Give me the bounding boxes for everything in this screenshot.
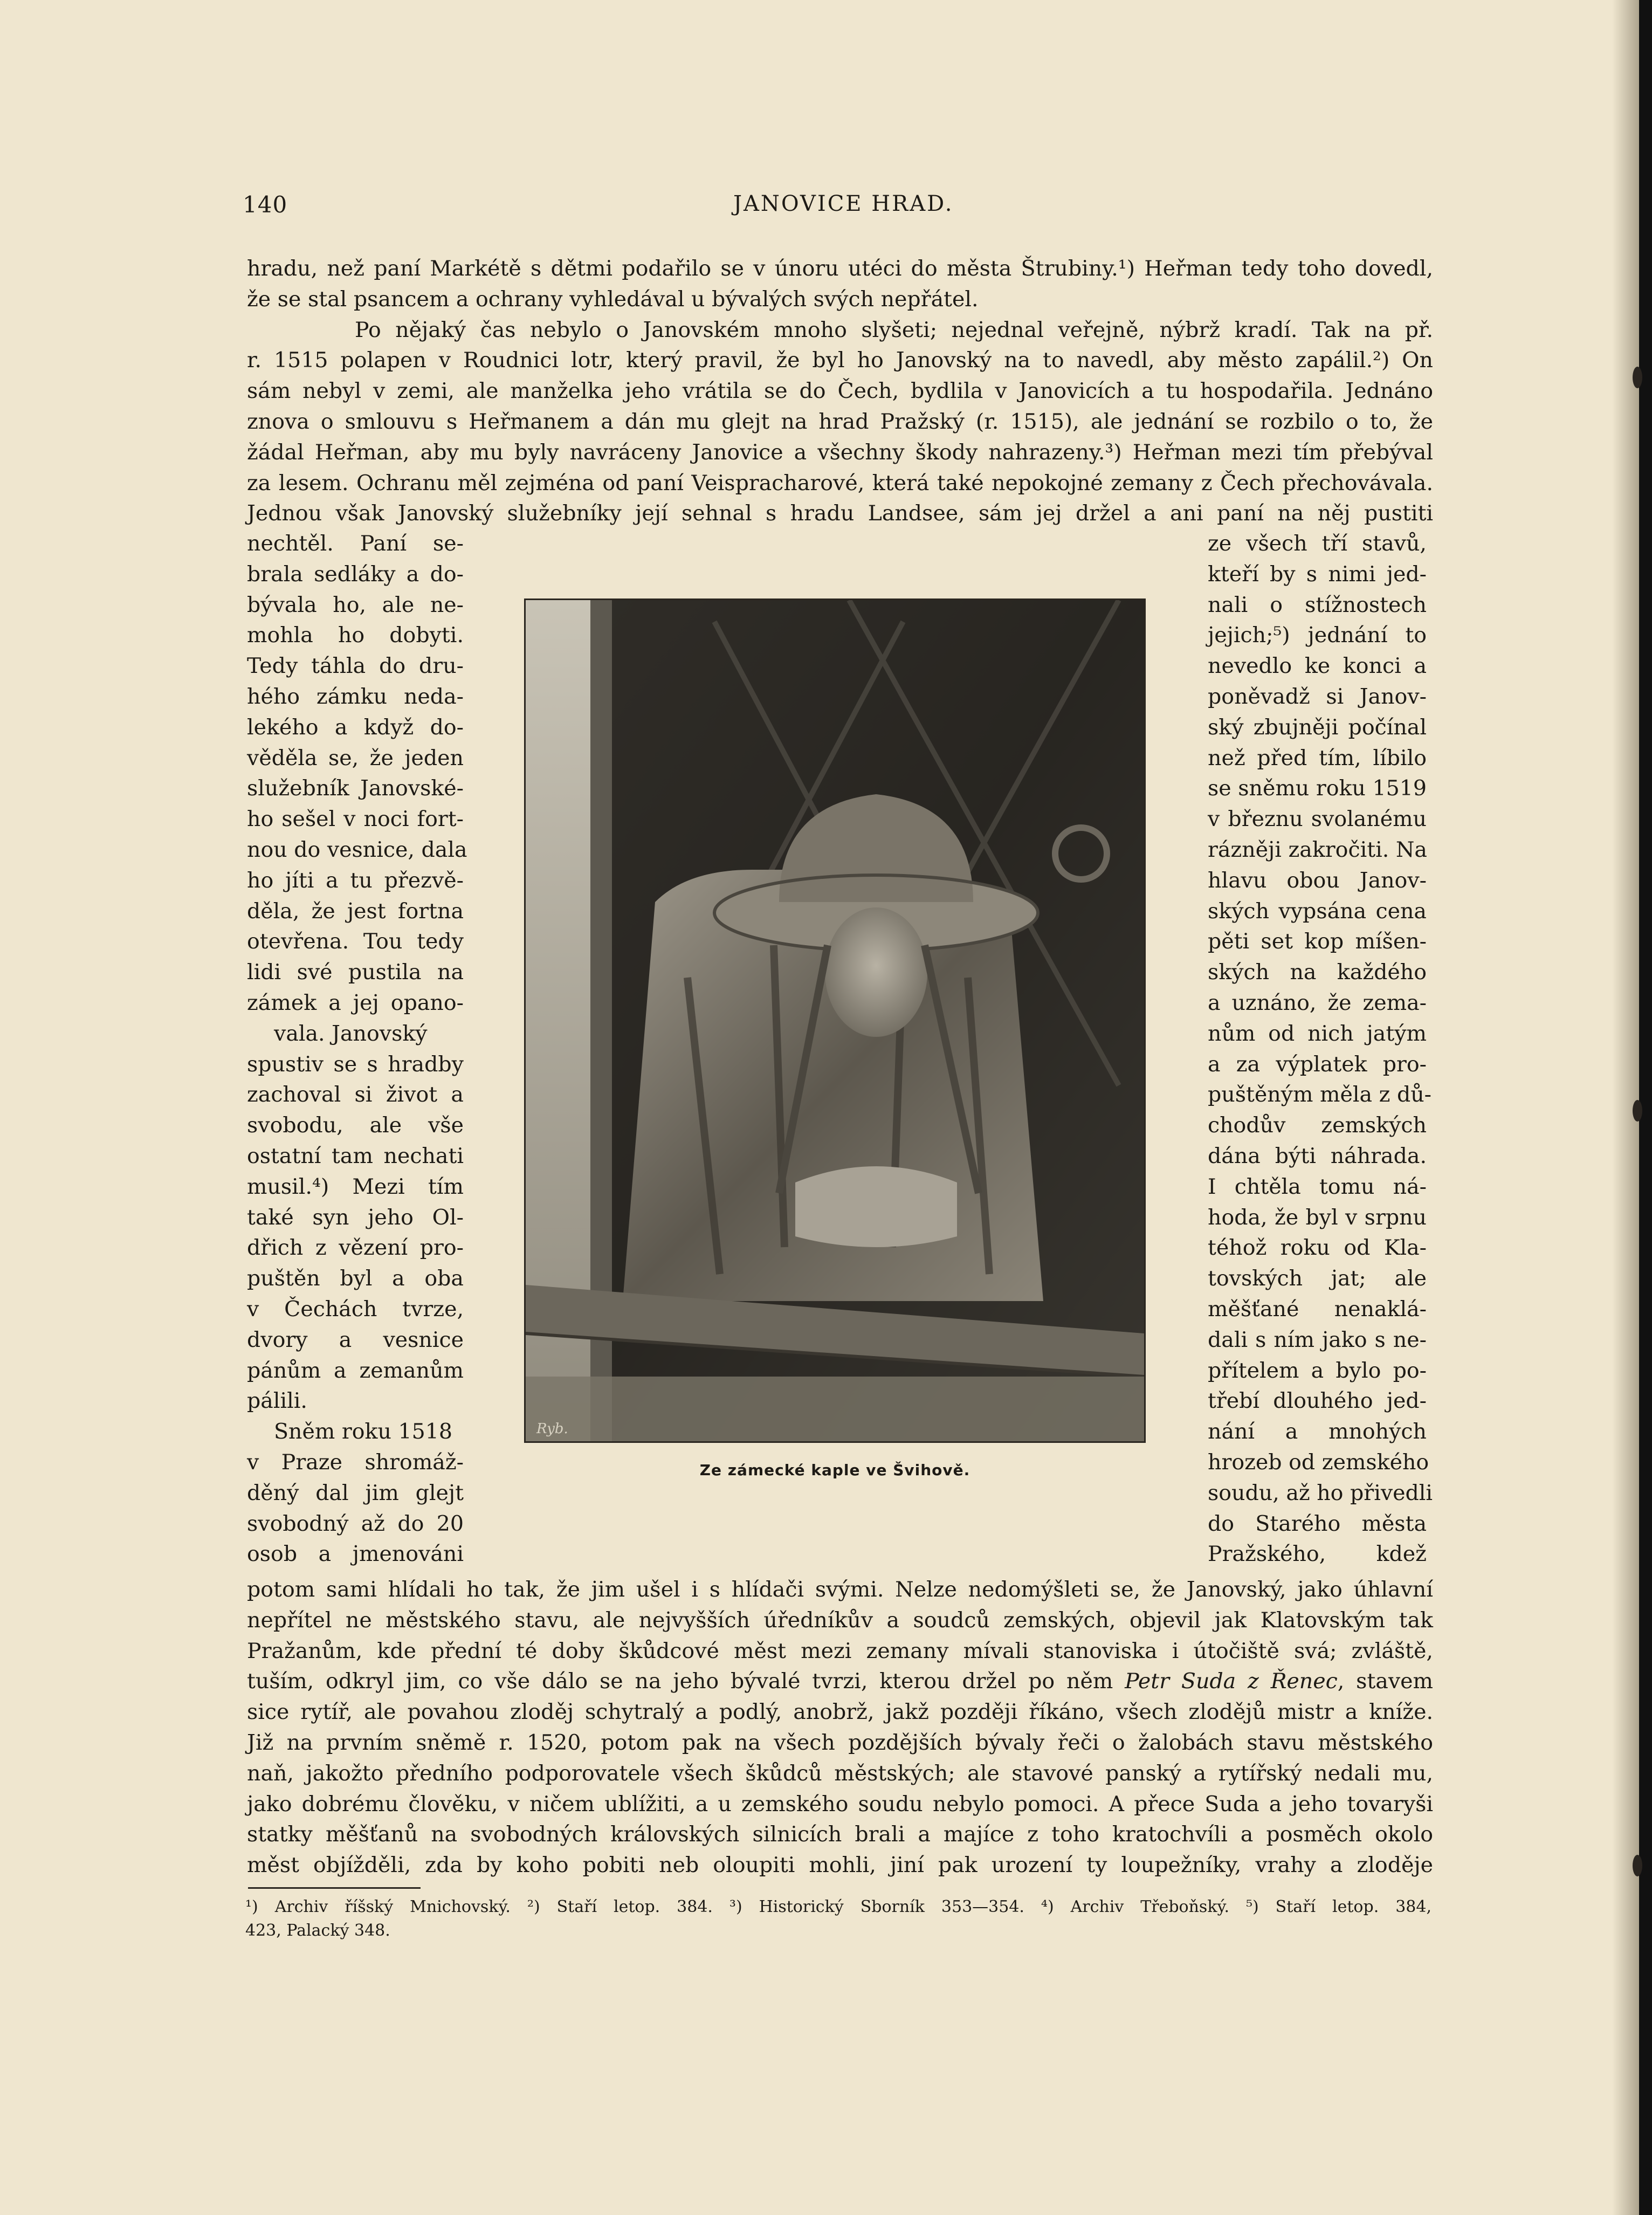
text-line: žádal Heřman, aby mu byly navráceny Janovice a všechny škody nahrazeny.³) Heřman mezi tím přebýval	[247, 439, 1433, 465]
text-line: naň, jakožto předního podporovatele všech škůdců městských; ale stavové panský a rytířský nedali mu,	[247, 1760, 1433, 1786]
binding-hole	[1633, 1100, 1642, 1122]
column-line: spustiv se s hradby	[247, 1051, 464, 1077]
column-line: svobodu, ale vše	[247, 1113, 464, 1138]
column-line: vala. Janovský	[274, 1021, 428, 1046]
column-line: nání a mnohých	[1208, 1419, 1427, 1444]
text-line: sice rytíř, ale povahou zloděj schytralý a podlý, anobrž, jakž později říkáno, všech zlodějů mistr a kníže.	[247, 1700, 1433, 1725]
text-line: za lesem. Ochranu měl zejména od paní Veispracharové, která také nepokojné zemany z Čech přechovávala.	[247, 470, 1433, 496]
column-line: osob a jmenováni	[247, 1542, 464, 1567]
column-line: a za výplatek pro-	[1208, 1051, 1427, 1077]
column-line: nali o stížnostech	[1208, 592, 1427, 617]
text-line: znova o smlouvu s Heřmanem a dán mu glejt na hrad Pražský (r. 1515), ale jednání se rozbilo o to, že	[247, 409, 1433, 434]
column-line: ho jíti a tu přezvě-	[247, 868, 464, 893]
engraver-signature: Ryb.	[536, 1421, 568, 1437]
column-line: svobodný až do 20	[247, 1511, 464, 1536]
text-line: měst objížděli, zda by koho pobiti neb oloupiti mohli, jiní pak urození ty loupežníky, vrahy a zloděje	[247, 1853, 1433, 1878]
column-line: a uznáno, že zema-	[1208, 990, 1427, 1015]
column-line: přítelem a bylo po-	[1208, 1358, 1427, 1383]
column-line: soudu, až ho přivedli	[1208, 1480, 1433, 1505]
column-line: než před tím, líbilo	[1208, 745, 1427, 771]
column-line: ho sešel v noci fort-	[247, 807, 464, 832]
column-line: I chtěla tomu ná-	[1208, 1174, 1427, 1199]
top-paragraphs	[247, 253, 1433, 529]
column-line: ský zbujněji počínal	[1208, 714, 1427, 740]
figure-caption: Ze zámecké kaple ve Švihově.	[699, 1461, 970, 1479]
column-line: rázněji zakročiti. Na	[1208, 837, 1427, 862]
footnotes	[245, 1895, 1431, 1943]
text-line: statky měšťanů na svobodných královských silnicích brali a majíce z toho kratochvíli a posměch okolo	[247, 1822, 1433, 1847]
text-line: nepřítel ne městského stavu, ale nejvyšších úředníkův a soudců zemských, objevil jak Klatovským tak	[247, 1607, 1433, 1633]
text-line: Po nějaký čas nebylo o Janovském mnoho slyšeti; nejednal veřejně, nýbrž kradí. Tak na př.	[355, 317, 1433, 342]
column-line: služebník Janovské-	[247, 776, 464, 801]
bottom-paragraph	[247, 1574, 1433, 1881]
column-line: v Čechách tvrze,	[247, 1296, 464, 1322]
column-line: brala sedláky a do-	[247, 561, 464, 587]
column-line: děla, že jest fortna	[247, 898, 464, 924]
column-line: jejich;⁵) jednání to	[1208, 623, 1427, 648]
text-segment: , stavem	[1337, 1669, 1433, 1694]
column-line: puštěn byl a oba	[247, 1266, 464, 1291]
page-number: 140	[243, 191, 288, 218]
engraving-illustration	[526, 600, 1144, 1441]
column-line: kteří by s nimi jed-	[1208, 561, 1427, 587]
column-line: nům od nich jatým	[1208, 1021, 1427, 1046]
column-line: Tedy táhla do dru-	[247, 654, 464, 679]
hands-book	[795, 1166, 957, 1247]
text-line: sám nebyl v zemi, ale manželka jeho vrátila se do Čech, bydlila v Janovicích a tu hospodařila. Jednáno	[247, 379, 1433, 404]
column-line: tovských jat; ale	[1208, 1266, 1427, 1291]
column-line: také syn jeho Ol-	[247, 1205, 464, 1230]
column-line: dali s ním jako s ne-	[1208, 1327, 1427, 1352]
face	[825, 907, 927, 1037]
column-line: ských na každého	[1208, 960, 1427, 985]
column-line: ských vypsána cena	[1208, 898, 1427, 924]
column-line: v Praze shromáž-	[247, 1449, 464, 1475]
footnote-line: ¹) Archiv říšský Mnichovský. ²) Staří letop. 384. ³) Historický Sborník 353—354. ⁴) Archiv Třeboňský. ⁵) Staří letop. 384,	[245, 1897, 1431, 1916]
column-line: ostatní tam nechati	[247, 1143, 464, 1168]
column-line: dvory a vesnice	[247, 1327, 464, 1352]
column-line: puštěným měla z dů-	[1208, 1082, 1432, 1108]
statue-engraving	[526, 600, 1144, 1441]
person-name: Petr Suda z Řenec	[1125, 1669, 1338, 1694]
text-segment: tuším, odkryl jim, co vše dálo se na jeho bývalé tvrzi, kterou držel po něm	[247, 1669, 1113, 1694]
footnote-divider	[248, 1887, 421, 1889]
column-line: bývala ho, ale ne-	[247, 592, 464, 617]
column-line: chodův zemských	[1208, 1113, 1427, 1138]
column-line: hlavu obou Janov-	[1208, 868, 1427, 893]
text-line: Pražanům, kde přední té doby škůdcové měst mezi zemany mívali stanoviska i útočiště svá; zvláště,	[247, 1638, 1433, 1663]
column-line: dána býti náhrada.	[1208, 1143, 1427, 1168]
column-line: nevedlo ke konci a	[1208, 654, 1427, 679]
binding-hole	[1633, 367, 1642, 388]
column-line: děný dal jim glejt	[247, 1480, 464, 1505]
column-line: hrozeb od zemského	[1208, 1449, 1429, 1475]
column-line: do Starého města	[1208, 1511, 1427, 1536]
column-line: hého zámku neda-	[247, 684, 464, 709]
right-text-column	[1208, 528, 1433, 1570]
column-line: lidi své pustila na	[247, 960, 464, 985]
column-line: dřich z vězení pro-	[247, 1235, 464, 1261]
column-line: ze všech tří stavů,	[1208, 531, 1427, 556]
text-line: že se stal psancem a ochrany vyhledával u bývalých svých nepřátel.	[247, 286, 979, 312]
column-line: pěti set kop míšen-	[1208, 929, 1427, 954]
column-line: zachoval si život a	[247, 1082, 464, 1108]
column-line: hoda, že byl v srpnu	[1208, 1205, 1427, 1230]
column-line: pánům a zemanům	[247, 1358, 464, 1383]
column-line: věděla se, že jeden	[247, 745, 464, 771]
column-line: zámek a jej opano-	[247, 990, 464, 1015]
text-line: potom sami hlídali ho tak, že jim ušel i s hlídači svými. Nelze nedomýšleti se, že Janovský, jako úhlavní	[247, 1577, 1433, 1602]
binding-hole	[1633, 1855, 1642, 1876]
column-line: nou do vesnice, dala	[247, 837, 467, 862]
text-line: jako dobrému člověku, v ničem ublížiti, a u zemského soudu nebylo pomoci. A přece Suda a jeho tovaryši	[247, 1791, 1433, 1817]
text-line	[247, 1666, 1433, 1697]
column-line: mohla ho dobyti.	[247, 623, 464, 648]
text-line: r. 1515 polapen v Roudnici lotr, který pravil, že byl ho Janovský na to navedl, aby město zapálil.²) On	[247, 348, 1433, 373]
left-text-column	[247, 528, 467, 1570]
column-line: Sněm roku 1518	[274, 1419, 453, 1444]
column-line: pálili.	[247, 1388, 307, 1414]
column-line: poněvadž si Janov-	[1208, 684, 1427, 709]
column-line: v březnu svolanému	[1208, 807, 1427, 832]
text-line: Již na prvním sněmě r. 1520, potom pak na všech pozdějších bývaly řeči o žalobách stavu městského	[247, 1730, 1433, 1755]
footnote-line: 423, Palacký 348.	[245, 1921, 390, 1940]
column-line: téhož roku od Kla-	[1208, 1235, 1427, 1261]
column-line: třebí dlouhého jed-	[1208, 1388, 1427, 1414]
column-line: nechtěl. Paní se-	[247, 531, 464, 556]
text-line: hradu, než paní Markétě s dětmi podařilo se v únoru utéci do města Štrubiny.¹) Heřman tedy toho dovedl,	[247, 256, 1433, 281]
column-line: musil.⁴) Mezi tím	[247, 1174, 464, 1199]
column-line: měšťané nenaklá-	[1208, 1296, 1427, 1322]
text-line: Jednou však Janovský služebníky její sehnal s hradu Landsee, sám jej držel a ani paní na něj pustiti	[247, 501, 1433, 526]
running-title: JANOVICE HRAD.	[733, 191, 954, 216]
column-line: lekého a když do-	[247, 714, 464, 740]
column-line: Pražského, kdež	[1208, 1542, 1427, 1567]
column-line: otevřena. Tou tedy	[247, 929, 464, 954]
column-line: se sněmu roku 1519	[1208, 776, 1427, 801]
